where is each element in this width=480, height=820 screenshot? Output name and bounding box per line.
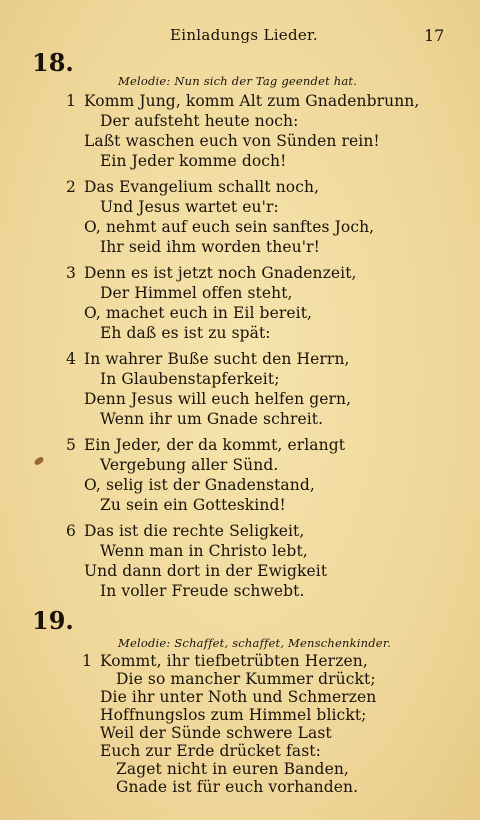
verse-line: Vergebung aller Sünd.	[100, 456, 279, 474]
ink-smudge	[33, 456, 45, 466]
verse-line: Ihr seid ihm worden theu'r!	[100, 238, 320, 256]
verse-line: Denn es ist jetzt noch Gnadenzeit,	[84, 264, 357, 282]
verse-line: Kommt, ihr tiefbetrübten Herzen,	[100, 652, 368, 670]
melody-line: Melodie: Nun sich der Tag geendet hat.	[118, 74, 358, 88]
melody-line: Melodie: Schaffet, schaffet, Menschenkinder.	[118, 636, 392, 650]
verse-line: Die so mancher Kummer drückt;	[116, 670, 376, 688]
running-head	[0, 26, 480, 50]
verse-line: Das ist die rechte Seligkeit,	[84, 522, 305, 540]
verse-line: Wenn ihr um Gnade schreit.	[100, 410, 324, 428]
verse-line: O, machet euch in Eil bereit,	[84, 304, 313, 322]
verse-line: O, nehmt auf euch sein sanftes Joch,	[84, 218, 375, 236]
verse-line: Laßt waschen euch von Sünden rein!	[84, 132, 380, 150]
verse-line: O, selig ist der Gnadenstand,	[84, 476, 315, 494]
verse-line: Und dann dort in der Ewigkeit	[84, 562, 328, 580]
verse-line: In wahrer Buße sucht den Herrn,	[84, 350, 350, 368]
verse-line: Hoffnungslos zum Himmel blickt;	[100, 706, 367, 724]
page-number: 17	[424, 26, 445, 45]
stanza-number: 1	[82, 652, 92, 670]
running-title: Einladungs Lieder.	[170, 26, 318, 44]
stanza-number: 6	[66, 522, 76, 540]
stanza-number: 1	[66, 92, 76, 110]
verse-line: In voller Freude schwebt.	[100, 582, 305, 600]
stanza-number: 4	[66, 350, 76, 368]
verse-line: Zaget nicht in euren Banden,	[116, 760, 349, 778]
verse-line: Ein Jeder komme doch!	[100, 152, 287, 170]
verse-line: Das Evangelium schallt noch,	[84, 178, 320, 196]
hymn-number: 19.	[32, 606, 74, 635]
verse-line: Gnade ist für euch vorhanden.	[116, 778, 359, 796]
verse-line: Ein Jeder, der da kommt, erlangt	[84, 436, 346, 454]
verse-line: Der Himmel offen steht,	[100, 284, 293, 302]
stanza-number: 5	[66, 436, 76, 454]
verse-line: Denn Jesus will euch helfen gern,	[84, 390, 352, 408]
verse-line: Zu sein ein Gotteskind!	[100, 496, 286, 514]
verse-line: Und Jesus wartet eu'r:	[100, 198, 279, 216]
stanza-number: 2	[66, 178, 76, 196]
verse-line: Der aufsteht heute noch:	[100, 112, 299, 130]
stanza-number: 3	[66, 264, 76, 282]
verse-line: Komm Jung, komm Alt zum Gnadenbrunn,	[84, 92, 420, 110]
verse-line: Wenn man in Christo lebt,	[100, 542, 308, 560]
verse-line: Eh daß es ist zu spät:	[100, 324, 271, 342]
verse-line: Euch zur Erde drücket fast:	[100, 742, 321, 760]
verse-line: Weil der Sünde schwere Last	[100, 724, 332, 742]
verse-line: In Glaubenstapferkeit;	[100, 370, 280, 388]
verse-line: Die ihr unter Noth und Schmerzen	[100, 688, 377, 706]
hymn-number: 18.	[32, 48, 74, 77]
